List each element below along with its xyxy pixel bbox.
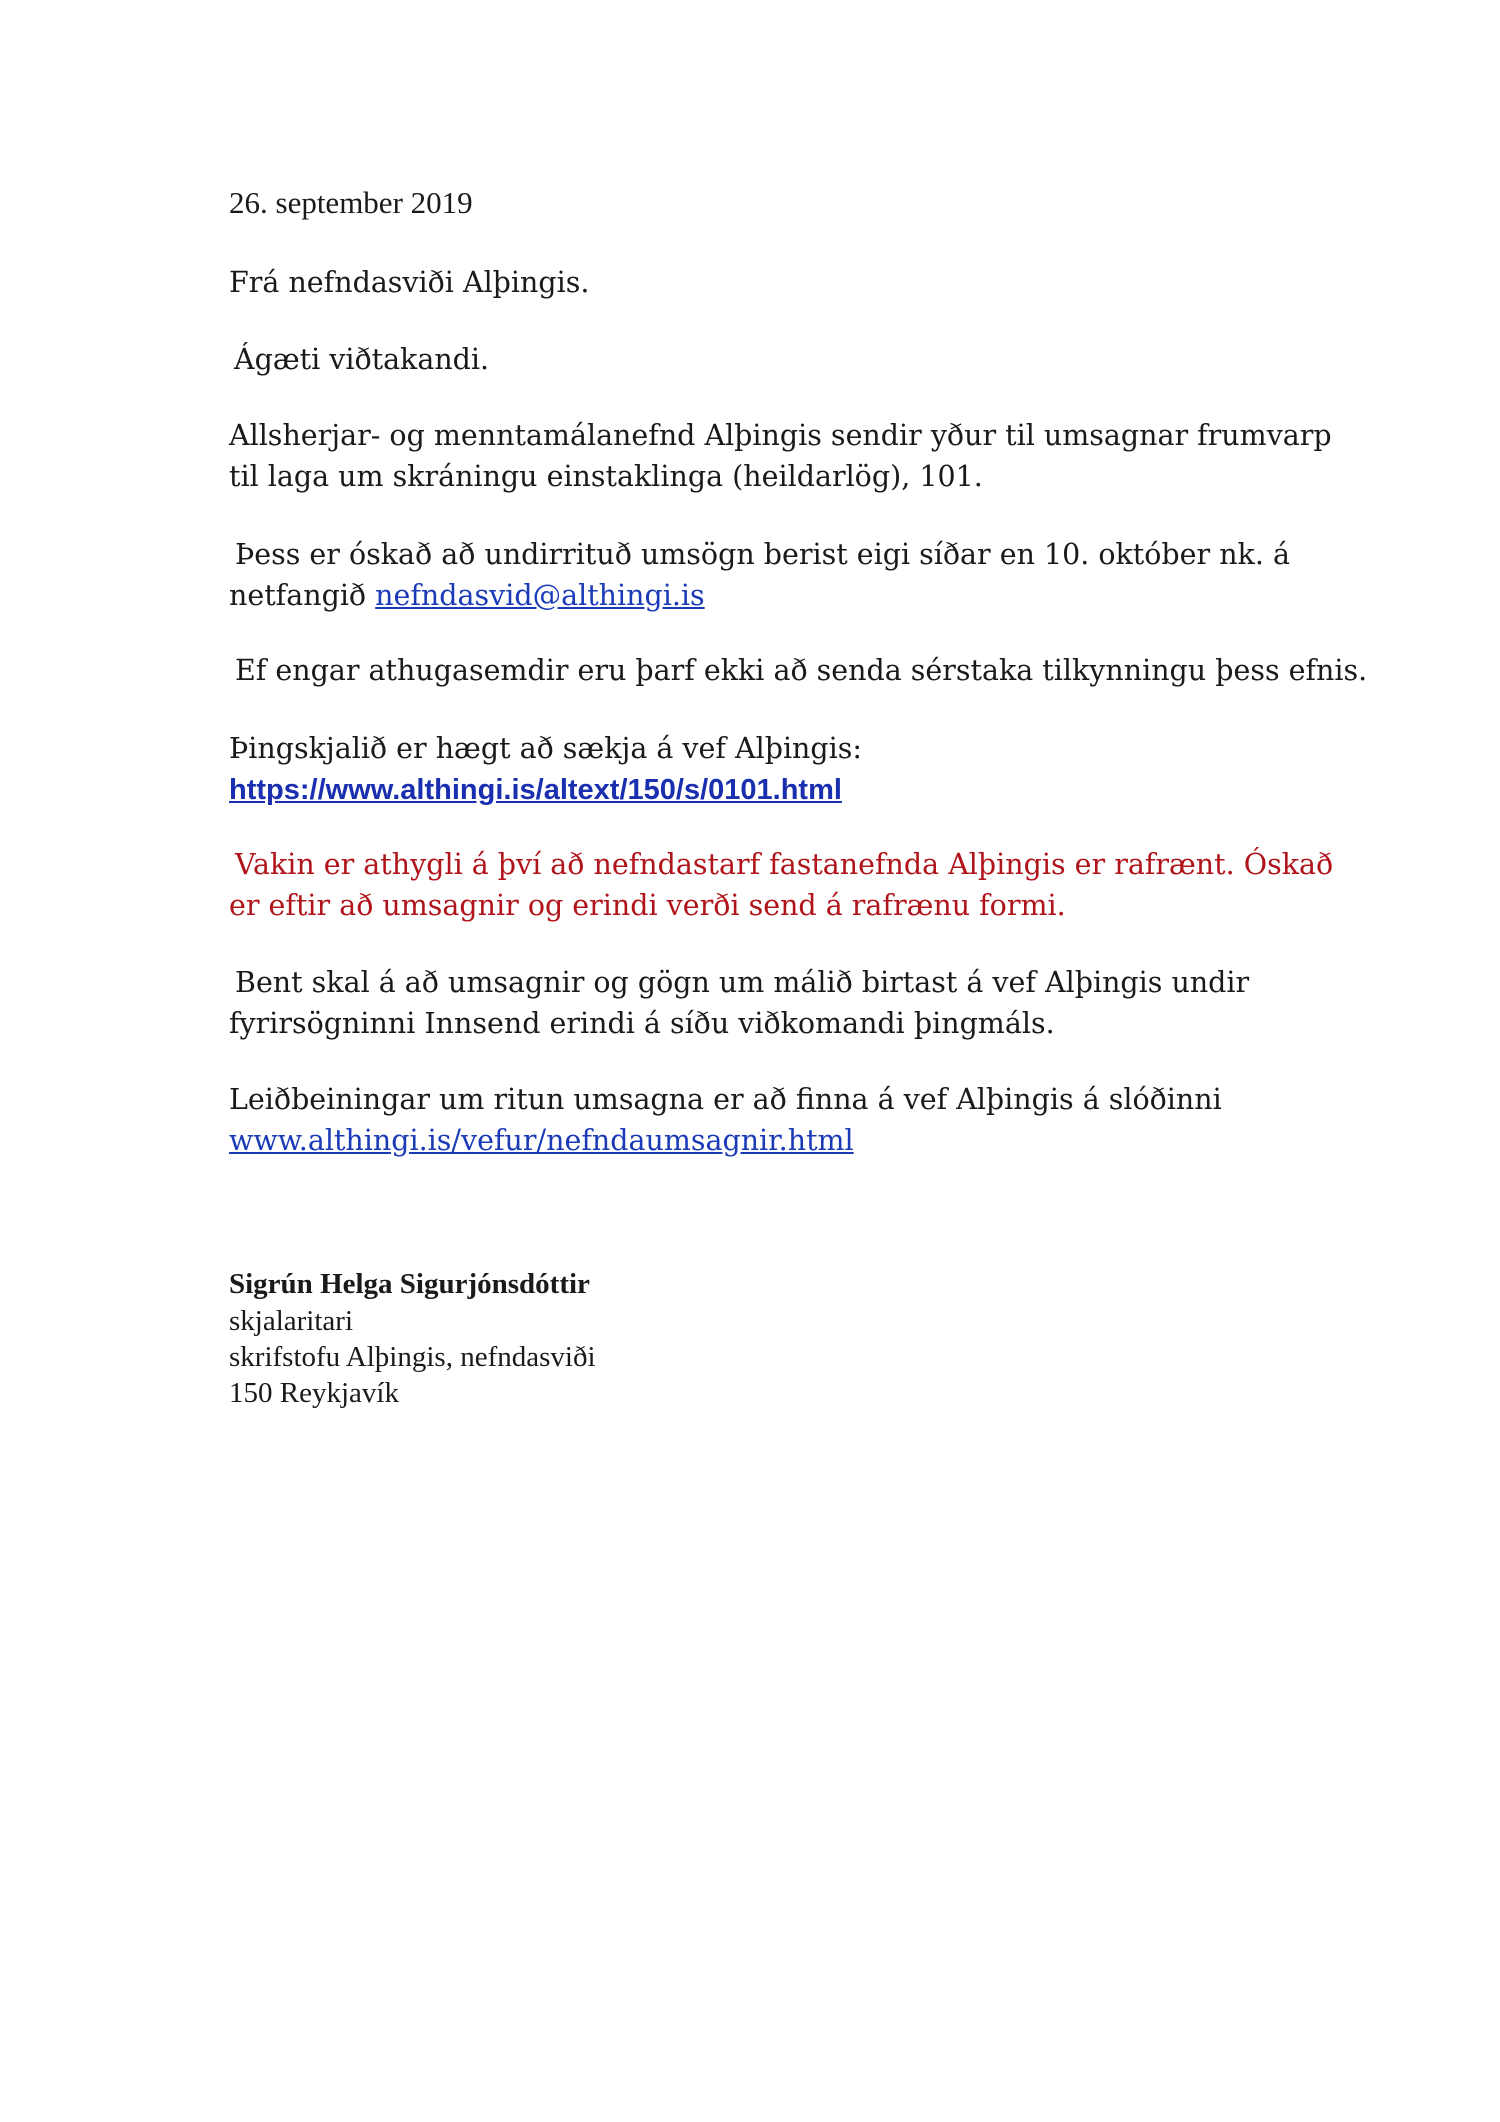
paragraph-deadline [229,534,1359,616]
paragraph-line: fyrirsögninni Innsend erindi á síðu viðkomandi þingmáls. [229,1007,1055,1040]
paragraph-line: Bent skal á að umsagnir og gögn um málið birtast á vef Alþingis undir [235,966,1250,999]
paragraph-guidelines [229,1079,1359,1161]
guidelines-url-link[interactable]: www.althingi.is/vefur/nefndaumsagnir.html [229,1124,854,1157]
document-url-link[interactable]: https://www.althingi.is/altext/150/s/0101.html [229,774,842,806]
email-link[interactable]: nefndasvid@althingi.is [375,579,705,612]
paragraph-referral [229,415,1359,497]
paragraph-line: Vakin er athygli á því að nefndastarf fastanefnda Alþingis er rafrænt. Óskað [235,848,1334,881]
paragraph-no-comments: Ef engar athugasemdir eru þarf ekki að senda sérstaka tilkynningu þess efnis. [235,654,1368,687]
paragraph-line: til laga um skráningu einstaklinga (heildarlög), 101. [229,460,983,493]
letter-greeting: Ágæti viðtakandi. [234,343,490,376]
letter-sender: Frá nefndasviði Alþingis. [229,266,590,299]
paragraph-line: Þingskjalið er hægt að sækja á vef Alþingis: [229,732,862,765]
paragraph-document-link [229,728,1359,811]
paragraph-line: Þess er óskað að undirrituð umsögn berist eigi síðar en 10. október nk. á [235,538,1290,571]
signature-title: skjalaritari [229,1305,354,1337]
paragraph-publication [229,962,1359,1044]
paragraph-line: er eftir að umsagnir og erindi verði send á rafrænu formi. [229,889,1066,922]
paragraph-line [229,769,1359,811]
signature-city: 150 Reykjavík [229,1377,399,1409]
signature-office: skrifstofu Alþingis, nefndasviði [229,1341,596,1373]
signature-name: Sigrún Helga Sigurjónsdóttir [229,1268,590,1300]
paragraph-electronic-notice [229,844,1359,926]
paragraph-line [229,575,1359,616]
paragraph-line: Allsherjar- og menntamálanefnd Alþingis sendir yður til umsagnar frumvarp [229,419,1332,452]
letter-date: 26. september 2019 [229,185,473,220]
paragraph-line: Leiðbeiningar um ritun umsagna er að finna á vef Alþingis á slóðinni [229,1083,1222,1116]
paragraph-line [229,1120,1359,1161]
email-prefix: netfangið [229,579,376,612]
